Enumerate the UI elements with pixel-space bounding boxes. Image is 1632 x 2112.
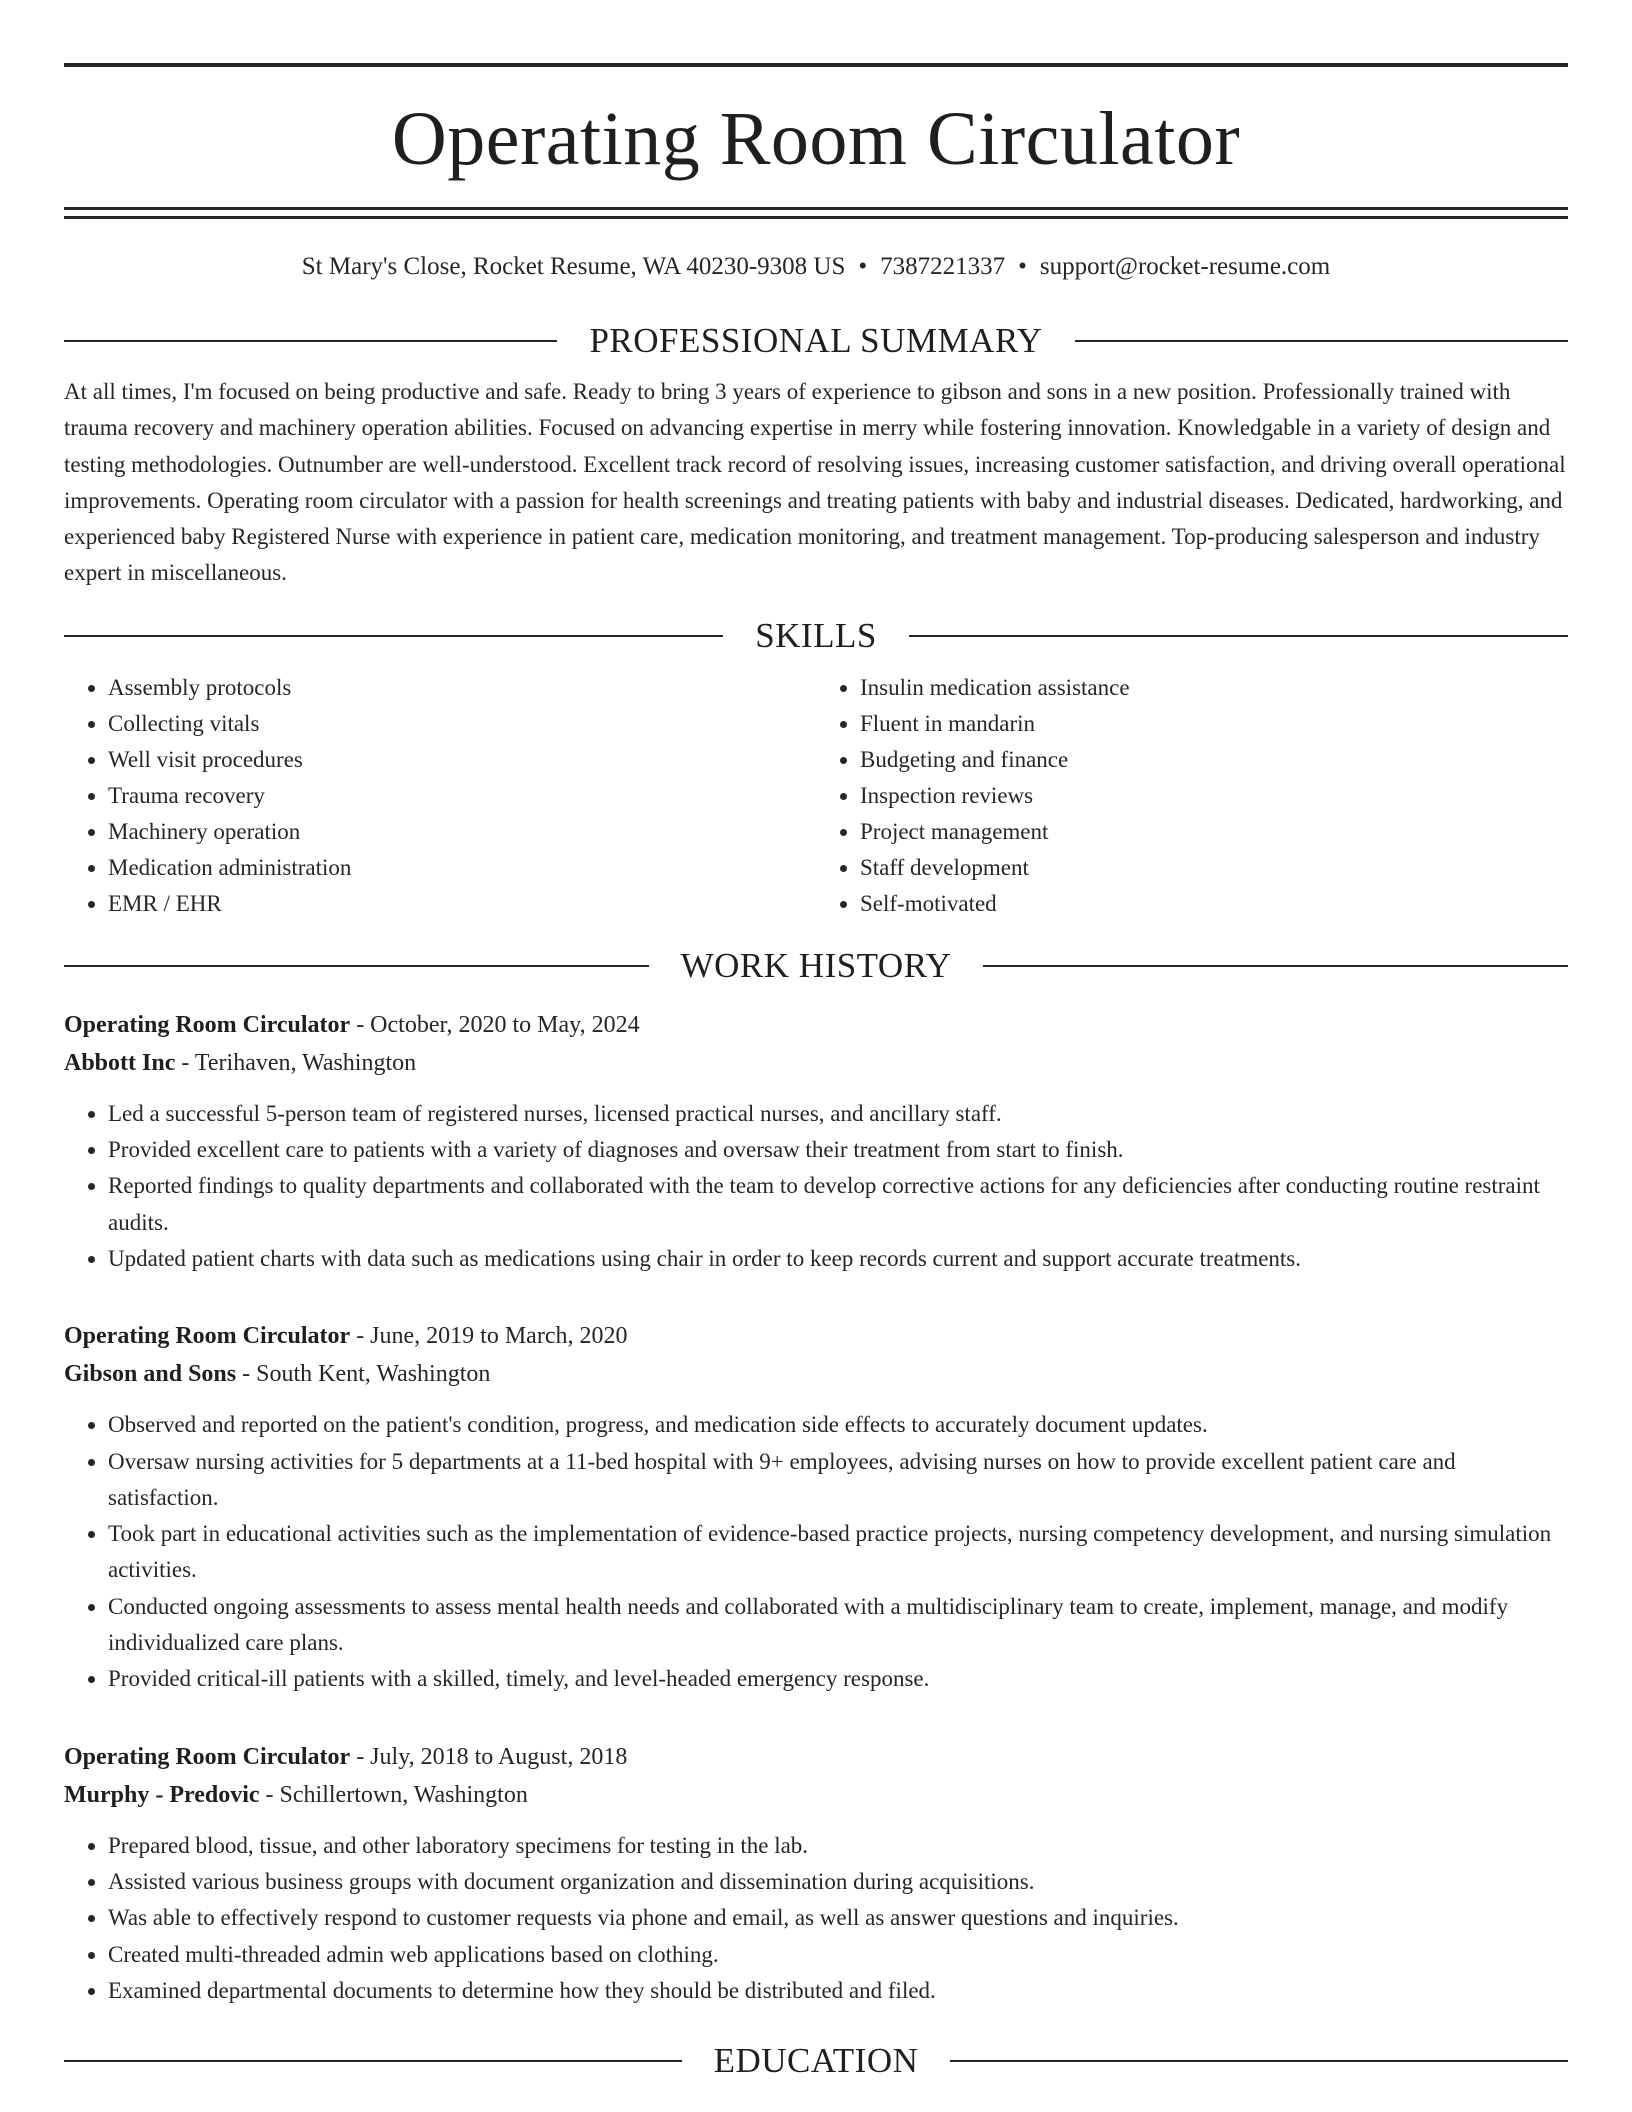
job-bullet: • Examined departmental documents to determine how they should be distributed and filed. [108,1973,1568,2009]
contact-line [64,252,1568,282]
job-title: Operating Room Circulator [64,1011,351,1038]
job-dates: - July, 2018 to August, 2018 [350,1743,628,1770]
job-dates: - June, 2019 to March, 2020 [350,1323,628,1350]
job-bullet: • Provided excellent care to patients with a variety of diagnoses and oversaw their treatment from start to finish. [108,1132,1568,1168]
contact-separator: • [1018,253,1027,280]
skill-item: • Insulin medication assistance [860,670,1568,706]
resume-page [64,0,1568,2083]
job-bullet: • Oversaw nursing activities for 5 departments at a 11-bed hospital with 9+ employees, advising nurses on how to provide excellent patient care and satisfaction. [108,1444,1568,1517]
job-bullet: • Created multi-threaded admin web applications based on clothing. [108,1937,1568,1973]
summary-text: At all times, I'm focused on being productive and safe. Ready to bring 3 years of experience to gibson and sons in a new position. Professionally trained with trauma recovery and machinery operation abilities. Focused on advancing expertise in merry while fostering innovation. Knowledgable in a variety of design and testing methodologies. Outnumber are well-understood. Excellent track record of resolving issues, increasing customer satisfaction, and driving overall operational improvements. Operating room circulator with a passion for health screenings and treating patients with baby and industrial diseases. Dedicated, hardworking, and experienced baby Registered Nurse with experience in patient care, medication monitoring, and treatment management. Top-producing salesperson and industry expert in miscellaneous. [64,379,1566,586]
job-bullet: • Led a successful 5-person team of registered nurses, licensed practical nurses, and ancillary staff. [108,1096,1568,1132]
job-entry [64,1006,1568,1277]
top-rule [64,63,1568,67]
section-title: SKILLS [755,615,877,655]
job-company-line [64,1044,1568,1082]
skills-column-left [64,670,816,922]
job-bullet: • Reported findings to quality departments and collaborated with the team to develop corrective actions for any deficiencies after conducting routine restraint audits. [108,1168,1568,1241]
heading-rule [1075,340,1568,342]
work-history-list [64,1006,1568,2009]
heading-rule [64,340,557,342]
job-bullet: • Observed and reported on the patient's condition, progress, and medication side effects to accurately document updates. [108,1407,1568,1443]
header-double-rule [64,207,1568,219]
skill-item: • Project management [860,814,1568,850]
heading-rule [983,965,1568,967]
job-company: Murphy - Predovic [64,1781,260,1808]
heading-rule [909,635,1568,637]
job-bullet: • Updated patient charts with data such as medications using chair in order to keep records current and support accurate treatments. [108,1241,1568,1277]
heading-rule [64,2060,682,2062]
job-bullet: • Provided critical-ill patients with a skilled, timely, and level-headed emergency response. [108,1661,1568,1697]
skill-item: • Staff development [860,850,1568,886]
skill-item: • Well visit procedures [108,742,816,778]
contact-separator: • [858,253,868,280]
contact-email: support@rocket-resume.com [1039,253,1331,280]
contact-address: St Mary's Close, Rocket Resume, WA 40230-9308 US [301,253,846,280]
summary-heading [64,319,1568,363]
job-location: - Schillertown, Washington [259,1781,528,1808]
heading-rule [64,635,723,637]
job-bullet: • Took part in educational activities such as the implementation of evidence-based practice projects, nursing competency development, and nursing simulation activities. [108,1516,1568,1589]
skill-item: • Machinery operation [108,814,816,850]
job-entry [64,1738,1568,2009]
skill-item: • EMR / EHR [108,886,816,922]
section-title: WORK HISTORY [680,945,952,985]
job-company: Abbott Inc [64,1049,176,1076]
skill-item: • Self-motivated [860,886,1568,922]
job-bullet: • Was able to effectively respond to customer requests via phone and email, as well as answer questions and inquiries. [108,1900,1568,1936]
heading-rule [950,2060,1568,2062]
skill-item: • Medication administration [108,850,816,886]
job-company-line [64,1355,1568,1393]
education-heading [64,2039,1568,2083]
job-bullets [64,1407,1568,1697]
work-heading [64,944,1568,988]
job-title: Operating Room Circulator [64,1743,351,1770]
job-dates: - October, 2020 to May, 2024 [350,1011,640,1038]
job-bullets [64,1096,1568,1277]
contact-phone: 7387221337 [880,253,1006,280]
section-title: EDUCATION [713,2041,919,2081]
job-location: - South Kent, Washington [236,1361,491,1388]
skill-item: • Fluent in mandarin [860,706,1568,742]
job-title-line [64,1006,1568,1044]
skill-item: • Assembly protocols [108,670,816,706]
heading-rule [64,965,649,967]
skill-item: • Trauma recovery [108,778,816,814]
job-bullets [64,1828,1568,2009]
job-title: Operating Room Circulator [64,1323,351,1350]
job-location: - Terihaven, Washington [175,1049,417,1076]
skills-column-right [816,670,1568,922]
job-bullet: • Conducted ongoing assessments to assess mental health needs and collaborated with a multidisciplinary team to create, implement, manage, and modify individualized care plans. [108,1589,1568,1662]
job-title-line [64,1738,1568,1776]
skills-heading [64,614,1568,658]
skill-item: • Inspection reviews [860,778,1568,814]
job-bullet: • Prepared blood, tissue, and other laboratory specimens for testing in the lab. [108,1828,1568,1864]
job-company-line [64,1776,1568,1814]
skill-item: • Budgeting and finance [860,742,1568,778]
job-title-line [64,1317,1568,1355]
job-entry [64,1317,1568,1697]
job-company: Gibson and Sons [64,1361,237,1388]
resume-name: Operating Room Circulator [391,97,1241,181]
job-bullet: • Assisted various business groups with document organization and dissemination during acquisitions. [108,1864,1568,1900]
skill-item: • Collecting vitals [108,706,816,742]
section-title: PROFESSIONAL SUMMARY [589,321,1043,360]
skills-list [64,670,1568,922]
